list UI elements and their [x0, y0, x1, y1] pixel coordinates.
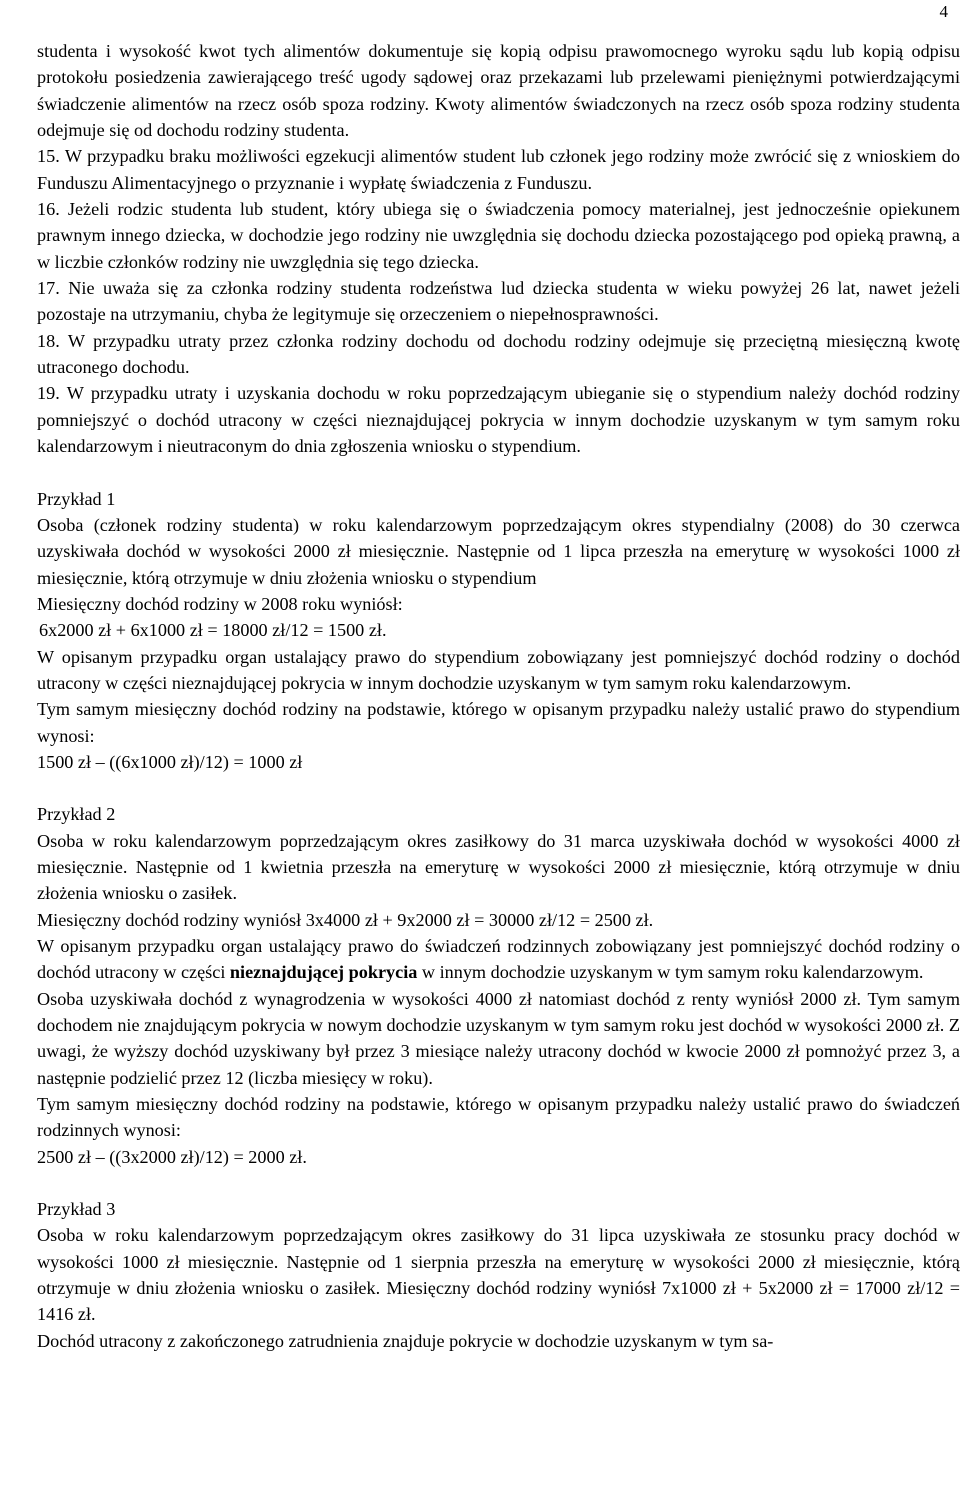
list-item-number: 18.	[37, 330, 60, 351]
example-1	[37, 486, 960, 776]
list-item	[37, 380, 960, 459]
example-3	[37, 1196, 960, 1354]
list-item-text: W przypadku utraty przez członka rodziny dochodu od dochodu rodziny odejmuje się przeciętną miesięczną kwotę utraconego dochodu.	[37, 330, 960, 378]
example-paragraph: Tym samym miesięczny dochód rodziny na podstawie, którego w opisanym przypadku należy ustalić prawo do świadczeń rodzinnych wynosi:	[37, 1094, 960, 1141]
list-item-number: 17.	[37, 278, 60, 299]
list-item	[37, 275, 960, 328]
example-paragraph: Osoba w roku kalendarzowym poprzedzającym okres zasiłkowy do 31 lipca uzyskiwała ze stosunku pracy dochód w wysokości 1000 zł miesięcznie. Następnie od 1 sierpnia przeszła na emeryturę w wysokości 2000 zł miesięcznie, którą otrzymuje w dniu złożenia wniosku o zasiłek. Miesięczny dochód rodziny wyniósł 7x1000 zł + 5x2000 zł = 17000 zł/12 = 1416 zł.	[37, 1225, 960, 1325]
example-title: Przykład 3	[37, 1199, 116, 1220]
example-paragraph	[37, 933, 960, 986]
example-paragraph: Osoba (członek rodziny studenta) w roku kalendarzowym poprzedzającym okres stypendialny (2008) do 30 czerwca uzyskiwała dochód w wysokości 2000 zł miesięcznie. Następnie od 1 lipca przeszła na emeryturę w wysokości 1000 zł miesięcznie, którą otrzymuje w dniu złożenia wniosku o stypendium	[37, 514, 960, 588]
example-paragraph: Miesięczny dochód rodziny wyniósł 3x4000 zł + 9x2000 zł = 30000 zł/12 = 2500 zł.	[37, 909, 654, 930]
example-paragraph: Osoba uzyskiwała dochód z wynagrodzenia w wysokości 4000 zł natomiast dochód z renty wyniósł 2000 zł. Tym samym dochodem nie znajdującym pokrycia w nowym dochodzie uzyskanym w tym samym roku jest dochód w wysokości 2000 zł. Z uwagi, że wyższy dochód uzyskiwany był przez 3 miesiące należy utracony dochód w kwocie 2000 zł pomnożyć przez 3, a następnie podzielić przez 12 (liczba miesięcy w roku).	[37, 988, 960, 1088]
list-item-text: W przypadku braku możliwości egzekucji alimentów student lub członek jego rodziny może zwrócić się z wnioskiem do Funduszu Alimentacyjnego o przyznanie i wypłatę świadczenia z Funduszu.	[37, 146, 960, 193]
example-paragraph: Osoba w roku kalendarzowym poprzedzającym okres zasiłkowy do 31 marca uzyskiwała dochód w wysokości 4000 zł miesięcznie. Następnie od 1 kwietnia przeszła na emeryturę w wysokości 2000 zł miesięcznie, którą otrzymuje w dniu złożenia wniosku o zasiłek.	[37, 830, 960, 904]
text-run: w innym dochodzie uzyskanym w tym samym roku kalendarzowym.	[417, 962, 924, 983]
example-title: Przykład 2	[37, 804, 116, 825]
example-title: Przykład 1	[37, 488, 116, 509]
list-item	[37, 328, 960, 381]
example-paragraph: Dochód utracony z zakończonego zatrudnienia znajduje pokrycie w dochodzie uzyskanym w tym sa-	[37, 1330, 774, 1351]
example-result: 2500 zł – ((3x2000 zł)/12) = 2000 zł.	[37, 1146, 307, 1167]
list-item-number: 15.	[37, 146, 60, 167]
list-item-text: Jeżeli rodzic studenta lub student, który ubiega się o świadczenia pomocy materialnej, jest jednocześnie opiekunem prawnym innego dziecka, w dochodzie jego rodziny nie uwzględnia się dochodu dziecka pozostającego pod opieką prawną, a w liczbie członków rodziny nie uwzględnia się tego dziecka.	[37, 199, 960, 272]
page-number: 4	[939, 2, 948, 21]
list-item	[37, 196, 960, 275]
intro-paragraph: studenta i wysokość kwot tych alimentów dokumentuje się kopią odpisu prawomocnego wyroku sądu lub kopią odpisu protokołu posiedzenia zawierającego treść ugody sądowej oraz przekazami lub przelewami pieniężnymi potwierdzającymi świadczenie alimentów na rzecz osób spoza rodziny. Kwoty alimentów świadczonych na rzecz osób spoza rodziny studenta odejmuje się od dochodu rodziny studenta.	[37, 41, 960, 141]
list-item-text: W przypadku utraty i uzyskania dochodu w roku poprzedzającym ubieganie się o stypendium należy dochód rodziny pomniejszyć o dochód utracony w części nieznajdującej pokrycia w innym dochodzie uzyskanym w tym samym roku kalendarzowym i nieutraconym do dnia zgłoszenia wniosku o stypendium.	[37, 383, 960, 457]
example-paragraph: W opisanym przypadku organ ustalający prawo do stypendium zobowiązany jest pomniejszyć dochód rodziny o dochód utracony w części nieznajdującej pokrycia w innym dochodzie uzyskanym w tym samym roku kalendarzowym.	[37, 646, 960, 693]
list-item	[37, 143, 960, 196]
list-item-text: Nie uważa się za członka rodziny studenta rodzeństwa lud dziecka studenta w wieku powyżej 26 lat, nawet jeżeli pozostaje na utrzymaniu, chyba że legitymuje się orzeczeniem o niepełnosprawności.	[37, 278, 960, 325]
example-paragraph: Tym samym miesięczny dochód rodziny na podstawie, którego w opisanym przypadku należy ustalić prawo do stypendium wynosi:	[37, 699, 960, 746]
list-item-number: 16.	[37, 199, 60, 220]
example-2	[37, 801, 960, 1170]
list-item-number: 19.	[37, 383, 60, 404]
text-run: W opisanym przypadku organ ustalający prawo do świadczeń rodzinnych zobowiązany jest pomniejszyć dochód rodziny o dochód utracony w części	[37, 936, 960, 983]
bold-text: nieznajdującej pokrycia	[229, 962, 418, 983]
example-paragraph: Miesięczny dochód rodziny w 2008 roku wyniósł:	[37, 593, 403, 614]
document-body	[37, 38, 960, 1354]
numbered-list	[37, 143, 960, 459]
example-result: 1500 zł – ((6x1000 zł)/12) = 1000 zł	[37, 751, 303, 772]
example-formula: 6x2000 zł + 6x1000 zł = 18000 zł/12 = 1500 zł.	[39, 620, 387, 641]
